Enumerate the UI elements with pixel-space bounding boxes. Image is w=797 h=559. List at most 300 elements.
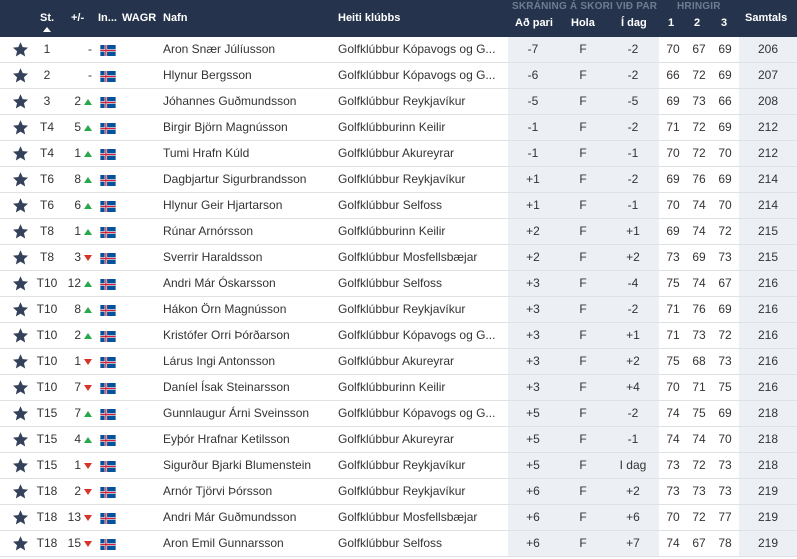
position-header-label: St. bbox=[40, 12, 55, 24]
player-name-link[interactable]: Andri Már Guðmundsson bbox=[163, 510, 297, 524]
hole-cell: F bbox=[579, 120, 587, 134]
round-1-cell: 74 bbox=[666, 432, 680, 446]
total-cell: 219 bbox=[757, 536, 779, 550]
table-row[interactable] bbox=[0, 505, 797, 531]
club-name: Golfklúbbur Kópavogs og G... bbox=[338, 406, 496, 420]
move-cell bbox=[58, 167, 92, 192]
iceland-flag-icon bbox=[100, 435, 116, 446]
star-icon[interactable] bbox=[12, 301, 29, 318]
move-value: 5 bbox=[74, 120, 81, 134]
star-icon[interactable] bbox=[12, 353, 29, 370]
hole-cell: F bbox=[579, 146, 587, 160]
column-header-hole[interactable]: Hola bbox=[571, 17, 595, 29]
player-name-link[interactable]: Birgir Björn Magnússon bbox=[163, 120, 288, 134]
hole-cell: F bbox=[579, 458, 587, 472]
table-row[interactable] bbox=[0, 427, 797, 453]
round-2-cell: 73 bbox=[692, 484, 706, 498]
position-cell: 2 bbox=[43, 68, 51, 82]
total-cell: 219 bbox=[757, 510, 779, 524]
column-header-move[interactable]: +/- bbox=[71, 12, 85, 24]
round-1-cell: 73 bbox=[666, 484, 680, 498]
hole-cell: F bbox=[579, 172, 587, 186]
round-1-cell: 70 bbox=[666, 510, 680, 524]
move-cell bbox=[58, 453, 92, 478]
to-par-cell: +1 bbox=[526, 198, 540, 212]
total-cell: 212 bbox=[757, 120, 779, 134]
arrow-up-icon bbox=[84, 203, 92, 209]
iceland-flag-icon bbox=[100, 487, 116, 498]
table-row[interactable] bbox=[0, 297, 797, 323]
to-par-cell: -7 bbox=[527, 42, 539, 56]
table-row[interactable] bbox=[0, 63, 797, 89]
move-value: 1 bbox=[74, 146, 81, 160]
score-group-label: SKRÁNING Á SKORI VIÐ PAR bbox=[512, 1, 658, 12]
arrow-up-icon bbox=[84, 307, 92, 313]
club-name: Golfklúbbur Kópavogs og G... bbox=[338, 328, 496, 342]
hole-cell: F bbox=[579, 328, 587, 342]
arrow-up-icon bbox=[84, 177, 92, 183]
iceland-flag-icon bbox=[100, 149, 116, 160]
club-name: Golfklúbbur Reykjavíkur bbox=[338, 458, 466, 472]
round-2-cell: 75 bbox=[692, 406, 706, 420]
table-row[interactable] bbox=[0, 271, 797, 297]
move-cell bbox=[58, 427, 92, 452]
move-value: 1 bbox=[74, 458, 81, 472]
round-2-cell: 73 bbox=[692, 94, 706, 108]
iceland-flag-icon bbox=[100, 123, 116, 134]
column-header-to-par[interactable]: Að pari bbox=[515, 17, 553, 29]
player-name-link[interactable]: Sverrir Haraldsson bbox=[163, 250, 263, 264]
move-value: 13 bbox=[67, 510, 81, 524]
today-cell: -2 bbox=[627, 68, 639, 82]
to-par-cell: -5 bbox=[527, 94, 539, 108]
to-par-cell: +3 bbox=[526, 302, 540, 316]
leaderboard-rows bbox=[0, 37, 797, 557]
round-1-cell: 74 bbox=[666, 406, 680, 420]
round-1-cell: 73 bbox=[666, 458, 680, 472]
iceland-flag-icon bbox=[100, 513, 116, 524]
player-name-link[interactable]: Jóhannes Guðmundsson bbox=[163, 94, 297, 108]
player-name-link[interactable]: Gunnlaugur Árni Sveinsson bbox=[163, 406, 310, 420]
star-icon[interactable] bbox=[12, 275, 29, 292]
position-cell: 1 bbox=[43, 42, 51, 56]
hole-cell: F bbox=[579, 68, 587, 82]
table-row[interactable] bbox=[0, 89, 797, 115]
club-name: Golfklúbbur Kópavogs og G... bbox=[338, 68, 496, 82]
position-cell: T15 bbox=[36, 458, 58, 472]
column-header-nationality[interactable]: In... bbox=[98, 12, 117, 24]
iceland-flag-icon bbox=[100, 201, 116, 212]
arrow-up-icon bbox=[84, 99, 92, 105]
today-cell: +6 bbox=[626, 510, 640, 524]
move-cell bbox=[58, 531, 92, 556]
player-name-link[interactable]: Hlynur Bergsson bbox=[163, 68, 252, 82]
move-value: 7 bbox=[74, 380, 81, 394]
total-cell: 215 bbox=[757, 224, 779, 238]
round-3-cell: 75 bbox=[718, 380, 732, 394]
today-cell: -1 bbox=[627, 198, 639, 212]
club-name: Golfklúbbur Selfoss bbox=[338, 536, 443, 550]
move-cell bbox=[58, 297, 92, 322]
today-cell: -2 bbox=[627, 42, 639, 56]
hole-cell: F bbox=[579, 94, 587, 108]
position-cell: T10 bbox=[36, 302, 58, 316]
sort-ascending-icon bbox=[43, 27, 51, 32]
round-3-cell: 73 bbox=[718, 458, 732, 472]
table-row[interactable] bbox=[0, 349, 797, 375]
round-3-cell: 73 bbox=[718, 250, 732, 264]
round-2-cell: 76 bbox=[692, 172, 706, 186]
club-name: Golfklúbbur Selfoss bbox=[338, 198, 443, 212]
star-icon[interactable] bbox=[12, 171, 29, 188]
hole-cell: F bbox=[579, 224, 587, 238]
today-cell: +7 bbox=[626, 536, 640, 550]
round-2-cell: 72 bbox=[692, 510, 706, 524]
arrow-down-icon bbox=[84, 489, 92, 495]
round-3-cell: 69 bbox=[718, 42, 732, 56]
star-icon[interactable] bbox=[12, 249, 29, 266]
iceland-flag-icon bbox=[100, 71, 116, 82]
round-3-cell: 69 bbox=[718, 302, 732, 316]
table-row[interactable] bbox=[0, 245, 797, 271]
position-cell: T4 bbox=[39, 120, 54, 134]
to-par-cell: +2 bbox=[526, 250, 540, 264]
iceland-flag-icon bbox=[100, 279, 116, 290]
to-par-cell: +2 bbox=[526, 224, 540, 238]
hole-cell: F bbox=[579, 302, 587, 316]
to-par-cell: -6 bbox=[527, 68, 539, 82]
move-cell bbox=[58, 323, 92, 348]
hole-cell: F bbox=[579, 484, 587, 498]
table-row[interactable] bbox=[0, 115, 797, 141]
round-3-cell: 69 bbox=[718, 120, 732, 134]
player-name-link[interactable]: Kristófer Orri Þórðarson bbox=[163, 328, 290, 342]
arrow-up-icon bbox=[84, 411, 92, 417]
table-row[interactable] bbox=[0, 193, 797, 219]
column-header-name[interactable]: Nafn bbox=[163, 12, 188, 24]
table-row[interactable] bbox=[0, 479, 797, 505]
star-icon[interactable] bbox=[12, 145, 29, 162]
table-row[interactable] bbox=[0, 219, 797, 245]
rounds-group-label: HRINGIR bbox=[677, 1, 721, 12]
round-1-cell: 69 bbox=[666, 172, 680, 186]
column-header-round-2[interactable]: 2 bbox=[694, 17, 701, 29]
player-name-link[interactable]: Lárus Ingi Antonsson bbox=[163, 354, 276, 368]
total-cell: 206 bbox=[757, 42, 779, 56]
total-cell: 215 bbox=[757, 250, 779, 264]
today-cell: -2 bbox=[627, 406, 639, 420]
column-header-wagr[interactable]: WAGR bbox=[122, 12, 157, 24]
club-name: Golfklúbbur Mosfellsbæjar bbox=[338, 510, 478, 524]
table-row[interactable] bbox=[0, 323, 797, 349]
position-cell: T6 bbox=[39, 172, 54, 186]
arrow-down-icon bbox=[84, 359, 92, 365]
move-value: 4 bbox=[74, 432, 81, 446]
today-cell: +2 bbox=[626, 250, 640, 264]
move-cell bbox=[58, 479, 92, 504]
star-icon[interactable] bbox=[12, 431, 29, 448]
player-name-link[interactable]: Hákon Örn Magnússon bbox=[163, 302, 287, 316]
total-cell: 216 bbox=[757, 354, 779, 368]
round-2-cell: 72 bbox=[692, 458, 706, 472]
table-row[interactable] bbox=[0, 37, 797, 63]
round-1-cell: 73 bbox=[666, 250, 680, 264]
round-3-cell: 70 bbox=[718, 198, 732, 212]
club-name: Golfklúbbur Mosfellsbæjar bbox=[338, 250, 478, 264]
move-cell bbox=[58, 141, 92, 166]
move-value: - bbox=[88, 68, 92, 82]
total-cell: 216 bbox=[757, 380, 779, 394]
iceland-flag-icon bbox=[100, 539, 116, 550]
round-2-cell: 72 bbox=[692, 68, 706, 82]
star-icon[interactable] bbox=[12, 93, 29, 110]
club-name: Golfklúbburinn Keilir bbox=[338, 224, 446, 238]
round-2-cell: 74 bbox=[692, 432, 706, 446]
round-3-cell: 66 bbox=[718, 94, 732, 108]
position-cell: T6 bbox=[39, 198, 54, 212]
round-1-cell: 74 bbox=[666, 536, 680, 550]
column-header-round-3[interactable]: 3 bbox=[721, 17, 728, 29]
column-header-round-1[interactable]: 1 bbox=[668, 17, 675, 29]
position-cell: T4 bbox=[39, 146, 54, 160]
player-name-link[interactable]: Aron Emil Gunnarsson bbox=[163, 536, 284, 550]
star-icon[interactable] bbox=[12, 67, 29, 84]
round-3-cell: 69 bbox=[718, 172, 732, 186]
to-par-cell: +5 bbox=[526, 432, 540, 446]
round-3-cell: 70 bbox=[718, 432, 732, 446]
table-row[interactable] bbox=[0, 375, 797, 401]
arrow-up-icon bbox=[84, 229, 92, 235]
star-icon[interactable] bbox=[12, 405, 29, 422]
star-icon[interactable] bbox=[12, 223, 29, 240]
round-3-cell: 69 bbox=[718, 406, 732, 420]
position-cell: T18 bbox=[36, 536, 58, 550]
hole-cell: F bbox=[579, 432, 587, 446]
club-name: Golfklúbbur Reykjavíkur bbox=[338, 484, 466, 498]
iceland-flag-icon bbox=[100, 175, 116, 186]
move-value: 6 bbox=[74, 198, 81, 212]
today-cell: -5 bbox=[627, 94, 639, 108]
star-icon[interactable] bbox=[12, 483, 29, 500]
club-name: Golfklúbbur Kópavogs og G... bbox=[338, 42, 496, 56]
star-icon[interactable] bbox=[12, 457, 29, 474]
round-2-cell: 74 bbox=[692, 224, 706, 238]
move-value: 2 bbox=[74, 94, 81, 108]
arrow-up-icon bbox=[84, 281, 92, 287]
star-icon[interactable] bbox=[12, 119, 29, 136]
iceland-flag-icon bbox=[100, 45, 116, 56]
hole-cell: F bbox=[579, 42, 587, 56]
column-header-club[interactable]: Heiti klúbbs bbox=[338, 12, 401, 24]
move-value: 1 bbox=[74, 224, 81, 238]
today-cell: +1 bbox=[626, 224, 640, 238]
club-name: Golfklúbbur Akureyrar bbox=[338, 354, 455, 368]
to-par-cell: +1 bbox=[526, 172, 540, 186]
hole-cell: F bbox=[579, 406, 587, 420]
total-cell: 218 bbox=[757, 406, 779, 420]
round-2-cell: 72 bbox=[692, 146, 706, 160]
move-cell bbox=[58, 505, 92, 530]
player-name-link[interactable]: Arnór Tjörvi Þórsson bbox=[163, 484, 273, 498]
round-3-cell: 69 bbox=[718, 68, 732, 82]
club-name: Golfklúbbur Reykjavíkur bbox=[338, 172, 466, 186]
today-cell: I dag bbox=[619, 458, 647, 472]
arrow-up-icon bbox=[84, 437, 92, 443]
round-3-cell: 78 bbox=[718, 536, 732, 550]
to-par-cell: +3 bbox=[526, 328, 540, 342]
club-name: Golfklúbbur Akureyrar bbox=[338, 432, 455, 446]
today-cell: -2 bbox=[627, 172, 639, 186]
table-row[interactable] bbox=[0, 401, 797, 427]
star-icon[interactable] bbox=[12, 327, 29, 344]
round-2-cell: 71 bbox=[692, 380, 706, 394]
club-name: Golfklúbburinn Keilir bbox=[338, 120, 446, 134]
move-cell bbox=[58, 375, 92, 400]
player-name-link[interactable]: Tumi Hrafn Kúld bbox=[163, 146, 250, 160]
player-name-link[interactable]: Sigurður Bjarki Blumenstein bbox=[163, 458, 312, 472]
round-1-cell: 70 bbox=[666, 42, 680, 56]
round-3-cell: 73 bbox=[718, 354, 732, 368]
iceland-flag-icon bbox=[100, 97, 116, 108]
round-3-cell: 73 bbox=[718, 484, 732, 498]
to-par-cell: -1 bbox=[527, 120, 539, 134]
round-1-cell: 70 bbox=[666, 146, 680, 160]
move-value: 8 bbox=[74, 172, 81, 186]
today-cell: -1 bbox=[627, 432, 639, 446]
position-cell: T15 bbox=[36, 406, 58, 420]
position-cell: T10 bbox=[36, 354, 58, 368]
to-par-cell: +5 bbox=[526, 458, 540, 472]
player-name-link[interactable]: Dagbjartur Sigurbrandsson bbox=[163, 172, 307, 186]
move-value: - bbox=[88, 42, 92, 56]
move-cell bbox=[58, 37, 92, 62]
round-1-cell: 71 bbox=[666, 328, 680, 342]
club-name: Golfklúbburinn Keilir bbox=[338, 380, 446, 394]
position-cell: T8 bbox=[39, 250, 54, 264]
hole-cell: F bbox=[579, 250, 587, 264]
move-value: 3 bbox=[74, 250, 81, 264]
move-value: 8 bbox=[74, 302, 81, 316]
star-icon[interactable] bbox=[12, 197, 29, 214]
round-1-cell: 75 bbox=[666, 354, 680, 368]
round-2-cell: 68 bbox=[692, 354, 706, 368]
player-name-link[interactable]: Aron Snær Júlíusson bbox=[163, 42, 276, 56]
to-par-cell: +3 bbox=[526, 380, 540, 394]
hole-cell: F bbox=[579, 380, 587, 394]
star-icon[interactable] bbox=[12, 379, 29, 396]
move-cell bbox=[58, 219, 92, 244]
table-row[interactable] bbox=[0, 531, 797, 557]
iceland-flag-icon bbox=[100, 305, 116, 316]
total-cell: 214 bbox=[757, 198, 779, 212]
hole-cell: F bbox=[579, 536, 587, 550]
total-cell: 218 bbox=[757, 458, 779, 472]
total-cell: 214 bbox=[757, 172, 779, 186]
arrow-up-icon bbox=[84, 151, 92, 157]
table-row[interactable] bbox=[0, 167, 797, 193]
leaderboard-header bbox=[0, 0, 797, 37]
column-header-position[interactable] bbox=[40, 12, 54, 24]
position-cell: T15 bbox=[36, 432, 58, 446]
to-par-cell: +6 bbox=[526, 484, 540, 498]
round-1-cell: 70 bbox=[666, 198, 680, 212]
star-icon[interactable] bbox=[12, 41, 29, 58]
move-value: 2 bbox=[74, 484, 81, 498]
hole-cell: F bbox=[579, 276, 587, 290]
iceland-flag-icon bbox=[100, 253, 116, 264]
today-cell: +2 bbox=[626, 484, 640, 498]
arrow-up-icon bbox=[84, 125, 92, 131]
total-cell: 219 bbox=[757, 484, 779, 498]
round-3-cell: 70 bbox=[718, 146, 732, 160]
hole-cell: F bbox=[579, 198, 587, 212]
position-cell: T10 bbox=[36, 276, 58, 290]
move-value: 12 bbox=[67, 276, 81, 290]
move-cell bbox=[58, 115, 92, 140]
club-name: Golfklúbbur Reykjavíkur bbox=[338, 302, 466, 316]
club-name: Golfklúbbur Selfoss bbox=[338, 276, 443, 290]
move-cell bbox=[58, 89, 92, 114]
player-name-link[interactable]: Rúnar Arnórsson bbox=[163, 224, 254, 238]
total-cell: 207 bbox=[757, 68, 779, 82]
total-cell: 216 bbox=[757, 328, 779, 342]
player-name-link[interactable]: Hlynur Geir Hjartarson bbox=[163, 198, 283, 212]
round-3-cell: 77 bbox=[718, 510, 732, 524]
round-3-cell: 67 bbox=[718, 276, 732, 290]
today-cell: +4 bbox=[626, 380, 640, 394]
round-2-cell: 69 bbox=[692, 250, 706, 264]
round-3-cell: 72 bbox=[718, 224, 732, 238]
iceland-flag-icon bbox=[100, 409, 116, 420]
move-cell bbox=[58, 401, 92, 426]
today-cell: +1 bbox=[626, 328, 640, 342]
move-value: 15 bbox=[67, 536, 81, 550]
move-cell bbox=[58, 349, 92, 374]
to-par-cell: +6 bbox=[526, 510, 540, 524]
arrow-down-icon bbox=[84, 255, 92, 261]
club-name: Golfklúbbur Akureyrar bbox=[338, 146, 455, 160]
column-header-today[interactable]: Í dag bbox=[621, 17, 647, 29]
iceland-flag-icon bbox=[100, 227, 116, 238]
total-cell: 218 bbox=[757, 432, 779, 446]
hole-cell: F bbox=[579, 510, 587, 524]
club-name: Golfklúbbur Reykjavíkur bbox=[338, 94, 466, 108]
player-name-link[interactable]: Eyþór Hrafnar Ketilsson bbox=[163, 432, 290, 446]
move-value: 7 bbox=[74, 406, 81, 420]
table-row[interactable] bbox=[0, 453, 797, 479]
total-cell: 216 bbox=[757, 302, 779, 316]
to-par-cell: +3 bbox=[526, 354, 540, 368]
iceland-flag-icon bbox=[100, 357, 116, 368]
round-2-cell: 67 bbox=[692, 536, 706, 550]
move-value: 1 bbox=[74, 354, 81, 368]
position-cell: T18 bbox=[36, 484, 58, 498]
position-cell: 3 bbox=[43, 94, 51, 108]
to-par-cell: +3 bbox=[526, 276, 540, 290]
round-2-cell: 67 bbox=[692, 42, 706, 56]
player-name-link[interactable]: Andri Már Óskarsson bbox=[163, 276, 276, 290]
player-name-link[interactable]: Daníel Ísak Steinarsson bbox=[163, 380, 290, 394]
round-1-cell: 70 bbox=[666, 380, 680, 394]
star-icon[interactable] bbox=[12, 509, 29, 526]
move-cell bbox=[58, 271, 92, 296]
column-header-total[interactable]: Samtals bbox=[745, 12, 788, 24]
star-icon[interactable] bbox=[12, 535, 29, 552]
total-cell: 212 bbox=[757, 146, 779, 160]
move-cell bbox=[58, 245, 92, 270]
today-cell: -1 bbox=[627, 146, 639, 160]
table-row[interactable] bbox=[0, 141, 797, 167]
